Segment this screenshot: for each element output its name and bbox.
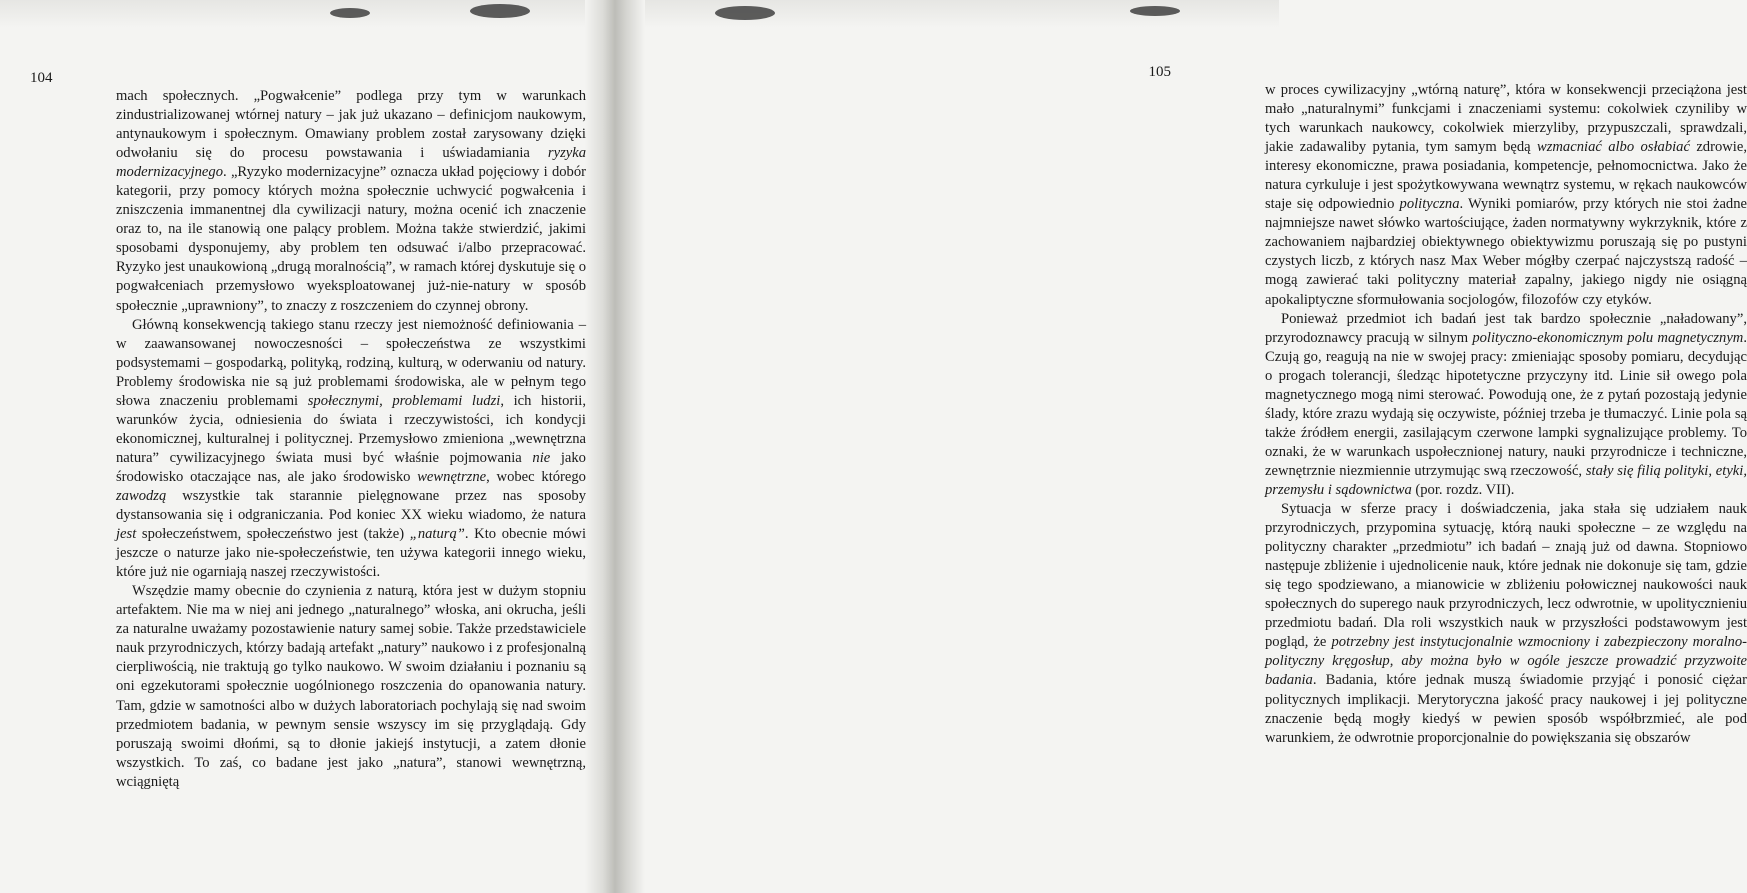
emphasized-text: wewnętrzne [417, 468, 487, 485]
emphasized-text: stały się filią polityki, etyki, przemysłu i sądownictwa [1265, 462, 1747, 498]
paragraph [116, 87, 586, 316]
emphasized-text: „naturą” [409, 526, 465, 543]
text-run: . „Ryzyko modernizacyjne” oznacza układ pojęciowy i dobór kategorii, przy pomocy których można społecznie uchwycić pogwałcenia i zniszczenia immanentnej dla cywilizacji natury, można ocenić ich znaczenie oraz to, na ile stanowią one palący problem. Można także stwierdzić, jakimi sposobami dysponujemy, aby problem ten odsuwać i/albo przepracować. Ryzyko jest unaukowioną „drugą moralnością”, w ramach której dyskutuje się o pogwałceniach przemysłowo wyeksploatowanej już-nie-natury w sposób społecznie „uprawniony”, to znaczy z roszczeniem do czynnej obrony. [116, 164, 586, 314]
text-run: zdrowie, interesy ekonomiczne, prawa posiadania, kompetencje, pełnomocnictwa. Jako że natura cyrkuluje i jest spożytkowywana wewnątrz systemu, w rękach naukowców staje się odpowiednio [1265, 139, 1747, 213]
text-run: . Badania, które jednak muszą świadomie przyjąć i ponosić ciężar politycznych implikacji. Merytoryczna jakość pracy naukowej i jej polityczne znaczenie będą mogły kiedyś w pewien sposób współbrzmieć, ale pod warunkiem, że odwrotnie proporcjonalnie do powiększania się obszarów [1265, 672, 1747, 746]
emphasized-text: polityczno-ekonomicznym polu magnetycznym [1472, 329, 1744, 346]
text-run: jako środowisko otaczające nas, ale jako środowisko [116, 449, 586, 485]
emphasized-text: wzmacniać albo osłabiać [1536, 139, 1690, 156]
text-run: (por. rozdz. VII). [1411, 481, 1515, 498]
text-run: w proces cywilizacyjny „wtórną naturę”, która w konsekwencji przeciążona jest mało „naturalnymi” funkcjami i znaczeniami systemu: cokolwiek czyniliby w tych warunkach naukowcy, cokolwiek mierzyliby, przypuszczali, sprawdzali, jakie zadawaliby pytania, tym samym będą [1265, 82, 1747, 156]
text-run: . Kto obecnie mówi jeszcze o naturze jako nie-społeczeństwie, ten używa kategorii innego wieku, które już nie ogarniają naszej rzeczywistości. [116, 526, 586, 581]
emphasized-text: polityczna [1399, 196, 1460, 213]
text-column [1265, 81, 1747, 748]
text-run: . Wyniki pomiarów, przy których nie stoi żadne najmniejsze nawet słówko wartościujące, żaden normatywny wykrzyknik, które z zachowaniem najbardziej obiektywnego obiektywizmu poruszają się po pustyni czystych liczb, z których nasz Max Weber mógłby czerpać najczystszą radość – mogą zawierać taki polityczny materiał zapalny, jakiego nigdy nie osiągną apokaliptyczne sformułowania socjologów, filozofów czy etyków. [1265, 196, 1747, 308]
paragraph [1265, 81, 1747, 310]
text-run: Sytuacja w sferze pracy i doświadczenia, jaka stała się udziałem nauk przyrodniczych, przypomina sytuację, którą nauki społeczne – ze względu na polityczny charakter „przedmiotu” ich badań – znają już od dawna. Stopniowo następuje zbliżenie i ujednolicenie nauk, które jednak nie dokonuje się tam, gdzie się tego spodziewano, a mianowicie w zbliżeniu połowicznej naukowości nauk społecznych do superego nauk przyrodniczych, lecz odwrotnie, w upolitycznieniu przedmiotu badań. Dla roli wszystkich nauk w przyszłości podstawowym jest pogląd, że [1265, 501, 1747, 651]
right-page [620, 0, 1747, 893]
text-run: wszystkie tak starannie pielęgnowane przez nas sposoby dystansowania się i odgraniczania. Pod koniec XX wieku wiadomo, że natura [116, 487, 586, 524]
page-number: 105 [1148, 64, 1171, 80]
text-run: Wszędzie mamy obecnie do czynienia z naturą, która jest w dużym stopniu artefaktem. Nie ma w niej ani jednego „naturalnego” włoska, ani okrucha, jeśli za naturalne uważamy pozostawienie natury samej sobie. Także przedstawiciele nauk przyrodniczych, którzy badają artefakt „natury” naukowo i z profesjonalną cierpliwością, nie traktują go tylko naukowo. W swoim działaniu i poznaniu są oni egzekutorami społecznie uogólnionego roszczenia do opanowania natury. Tam, gdzie w samotności albo w dużych laboratoriach pochylają się nad swoim przedmiotem badania, w pewnym sensie wszyscy im się przyglądają. Gdy poruszają swoimi dłońmi, są to dłonie jakiejś instytucji, a zatem dłonie wszystkich. To zaś, co badane jest jako „natura”, stanowi wewnętrzną, wciągniętą [116, 583, 586, 790]
emphasized-text: ryzyka modernizacyjnego [116, 145, 586, 181]
text-run: społeczeństwem, społeczeństwo jest (także) [136, 526, 410, 543]
text-run: mach społecznych. „Pogwałcenie” podlega przy tym w warunkach zindustrializowanej wtórnej natury – jak już ukazano – definicjom naukowym, antynaukowym i społecznym. Omawiany problem został zarysowany dzięki odwołaniu się do procesu powstawania i uświadamiania [116, 88, 586, 162]
text-run: , wobec którego [486, 468, 586, 485]
paragraph [1265, 500, 1747, 748]
emphasized-text: nie [532, 449, 551, 466]
text-run: . Czują go, reagują na nie w swojej pracy: zmieniając sposoby pomiaru, decydując o progach tolerancji, śledząc hipotetyczne przyczyny itd. Linie sił owego pola magnetycznego mogą nimi sterować. Powodują one, że z pytań pozostają jedynie ślady, które zrazu wydają się oczywiste, później trzeba je tłumaczyć. Linie pola są także źródłem energii, zasilającym czerwone lampki sygnalizujące problemy. To oznaki, że w warunkach uspołecznionej natury, nauki przyrodnicze i techniczne, zewnętrznie niezmiennie utrzymując swą rzeczowość, [1265, 329, 1747, 479]
text-run: Główną konsekwencją takiego stanu rzeczy jest niemożność definiowania – w zaawansowanej nowoczesności – społeczeństwa ze wszystkimi podsystemami – gospodarką, polityką, rodziną, kulturą, w oderwaniu od natury. Problemy środowiska nie są już problemami środowiska, ale w pełnym tego słowa znaczeniu problemami [116, 316, 586, 409]
text-column [116, 87, 586, 792]
paragraph [116, 582, 586, 792]
paragraph [1265, 310, 1747, 500]
text-run: Ponieważ przedmiot ich badań jest tak bardzo społecznie „naładowany”, przyrodoznawcy pracują w silnym [1265, 310, 1747, 346]
text-run: , ich historii, warunków życia, odniesienia do świata i rzeczywistości, ich kondycji ekonomicznej, kulturalnej i politycznej. Przemysłowo zmieniona „wewnętrzna natura” cywilizacyjnego świata musi być właśnie pojmowania [116, 392, 587, 466]
paragraph [116, 316, 586, 583]
emphasized-text: społecznymi, problemami ludzi [307, 392, 501, 409]
page-number: 104 [30, 70, 53, 86]
emphasized-text: zawodzą [116, 487, 167, 504]
emphasized-text: potrzebny jest instytucjonalnie wzmocniony i zabezpieczony moralno-polityczny kręgosłup, aby można było w ogóle jeszcze prowadzić przyzwoite badania [1265, 634, 1747, 689]
emphasized-text: jest [116, 526, 137, 543]
left-page [0, 0, 620, 893]
